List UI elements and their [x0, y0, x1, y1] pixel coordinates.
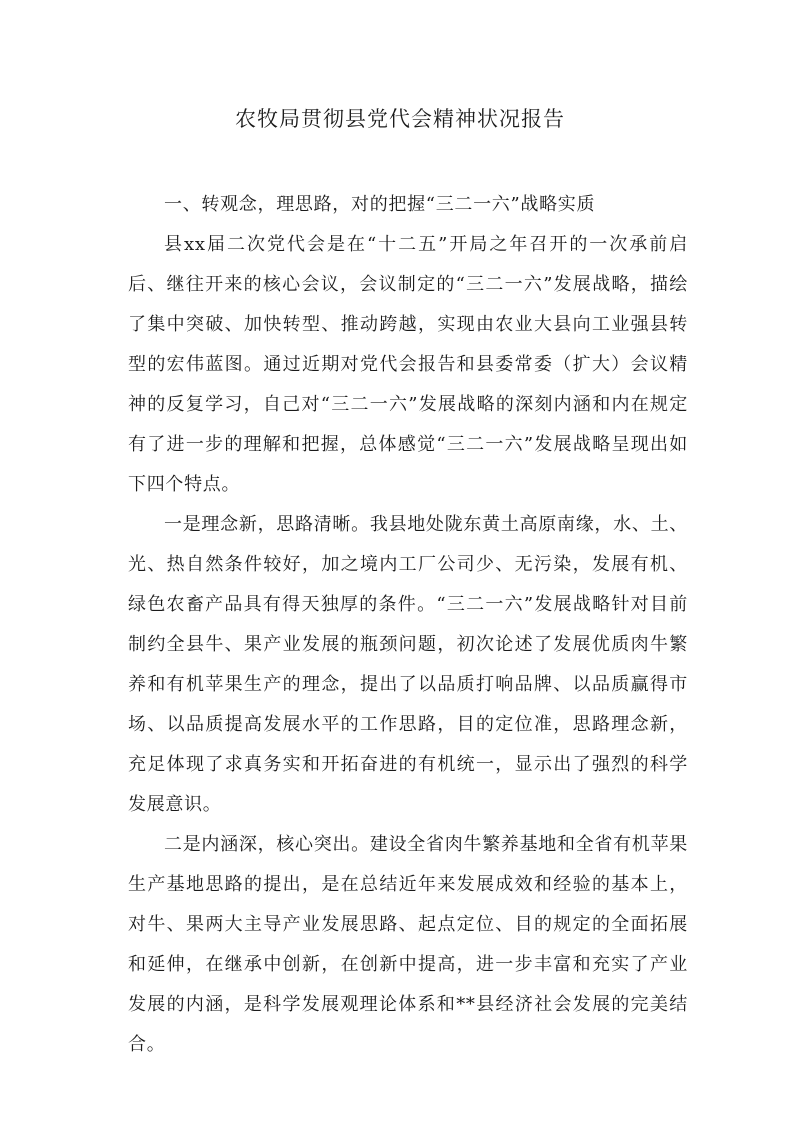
paragraph-point-two: 二是内涵深，核心突出。建设全省肉牛繁养基地和全省有机苹果生产基地思路的提出，是在总结近年来发展成效和经验的基本上，对牛、果两大主导产业发展思路、起点定位、目的规定的全面拓展和延伸，在继承中创新，在创新中提高，进一步丰富和充实了产业发展的内涵，是科学发展观理论体系和**县经济社会发展的完美结合。 [128, 834, 688, 1055]
paragraph-point-one: 一是理念新，思路清晰。我县地处陇东黄土高原南缘，水、土、光、热自然条件较好，加之境内工厂公司少、无污染，发展有机、绿色农畜产品具有得天独厚的条件。“三二一六”发展战略针对目前制约全县牛、果产业发展的瓶颈问题，初次论述了发展优质肉牛繁养和有机苹果生产的理念，提出了以品质打响品牌、以品质赢得市场、以品质提高发展水平的工作思路，目的定位准，思路理念新，充足体现了求真务实和开拓奋进的有机统一，显示出了强烈的科学发展意识。 [128, 514, 688, 815]
document-title: 农牧局贯彻县党代会精神状况报告 [235, 107, 565, 131]
section-heading: 一、转观念，理思路，对的把握“三二一六”战略实质 [164, 194, 596, 215]
document-body [128, 185, 688, 1065]
paragraph-intro: 县xx届二次党代会是在“十二五”开局之年召开的一次承前启后、继往开来的核心会议，会议制定的“三二一六”发展战略，描绘了集中突破、加快转型、推动跨越，实现由农业大县向工业强县转型的宏伟蓝图。通过近期对党代会报告和县委常委（扩大）会议精神的反复学习，自己对“三二一六”发展战略的深刻内涵和内在规定有了进一步的理解和把握，总体感觉“三二一六”发展战略呈现出如下四个特点。 [128, 234, 688, 495]
